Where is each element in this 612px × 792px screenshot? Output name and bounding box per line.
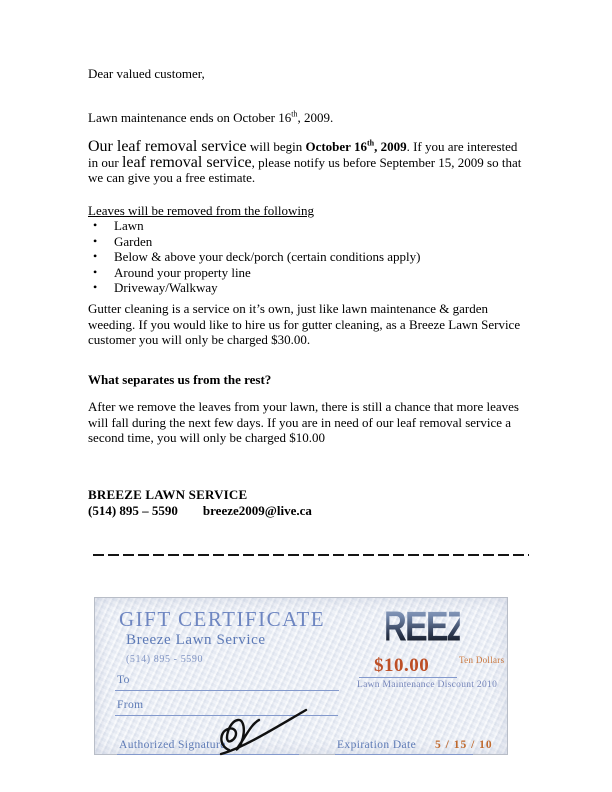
company-email: breeze2009@live.ca (202, 502, 312, 518)
ordinal-superscript: th (366, 138, 375, 148)
bullet-item (88, 265, 528, 281)
bullet-text: Lawn (114, 218, 144, 233)
from-label: From (117, 699, 144, 711)
amount-words: Ten Dollars (459, 655, 505, 665)
expiration-fill-line (335, 754, 473, 755)
amount-value: $10.00 (374, 655, 430, 676)
bullet-list (88, 218, 528, 296)
closing-paragraph: After we remove the leaves from your lawn, there is still a chance that more leaves will fall during the next few days. If you are in need of our leaf removal service a second time, you will only be charged $10.00 (88, 399, 519, 445)
leaf-intro-large: Our leaf removal service (88, 138, 247, 155)
bullet-text: Below & above your deck/porch (certain conditions apply) (114, 249, 421, 264)
leaf-intro-text: , please notify us before September 15, 2009 so that we can give you a free estimate. (88, 154, 522, 185)
signature-scribble (209, 706, 309, 756)
to-fill-line (115, 690, 339, 691)
signature-block (88, 487, 528, 518)
ordinal-superscript: th (291, 109, 298, 119)
breeze-logo: BREEZE (386, 600, 460, 654)
leaf-intro-text: . If you are interested in our (88, 139, 518, 170)
leaf-service-large: leaf removal service (121, 153, 252, 171)
certificate-phone: (514) 895 - 5590 (126, 654, 204, 665)
amount-underline (359, 677, 457, 678)
maintenance-paragraph (88, 110, 528, 126)
bullet-text: Driveway/Walkway (114, 280, 218, 295)
authorized-signature-label: Authorized Signature (119, 739, 226, 751)
maintenance-text-end: , 2009. (297, 110, 334, 125)
contact-row (88, 503, 528, 519)
leaf-intro-paragraph (88, 139, 528, 186)
bullet-icon: • (93, 264, 98, 279)
certificate-company: Breeze Lawn Service (126, 632, 266, 648)
bullet-text: Around your property line (114, 264, 251, 280)
bullet-icon: • (93, 280, 98, 294)
list-heading: Leaves will be removed from the following (88, 203, 314, 218)
expiration-date-label: Expiration Date (337, 739, 417, 751)
begin-date-bold: October 16 (305, 139, 367, 154)
discount-label: Lawn Maintenance Discount 2010 (357, 680, 498, 690)
gift-certificate (94, 597, 508, 755)
bullet-icon: • (93, 249, 98, 263)
company-name: BREEZE LAWN SERVICE (88, 487, 248, 502)
maintenance-text: Lawn maintenance ends on October 16 (88, 110, 292, 125)
bullet-item (88, 234, 528, 250)
bullet-icon: • (93, 218, 98, 232)
company-phone: (514) 895 – 5590 (88, 502, 178, 518)
bullet-text: Garden (114, 233, 153, 249)
bullet-item (88, 280, 528, 296)
salutation: Dear valued customer, (88, 66, 205, 81)
leaf-intro-text: will begin (246, 139, 306, 154)
section-heading: What separates us from the rest? (88, 372, 272, 387)
gutter-paragraph: Gutter cleaning is a service on it’s own, just like lawn maintenance & garden weeding. If you would like to hire us for gutter cleaning, as a Breeze Lawn Service customer you will only be charged $30.00. (88, 301, 521, 347)
cut-here-dashed-line (93, 554, 529, 556)
certificate-title: GIFT CERTIFICATE (119, 607, 326, 631)
bullet-item (88, 218, 528, 234)
bullet-icon: • (93, 233, 98, 248)
begin-date-year-bold: , 2009 (374, 139, 407, 154)
expiration-date-value: 5 / 15 / 10 (435, 739, 493, 751)
to-label: To (117, 674, 130, 686)
bullet-item (88, 249, 528, 265)
